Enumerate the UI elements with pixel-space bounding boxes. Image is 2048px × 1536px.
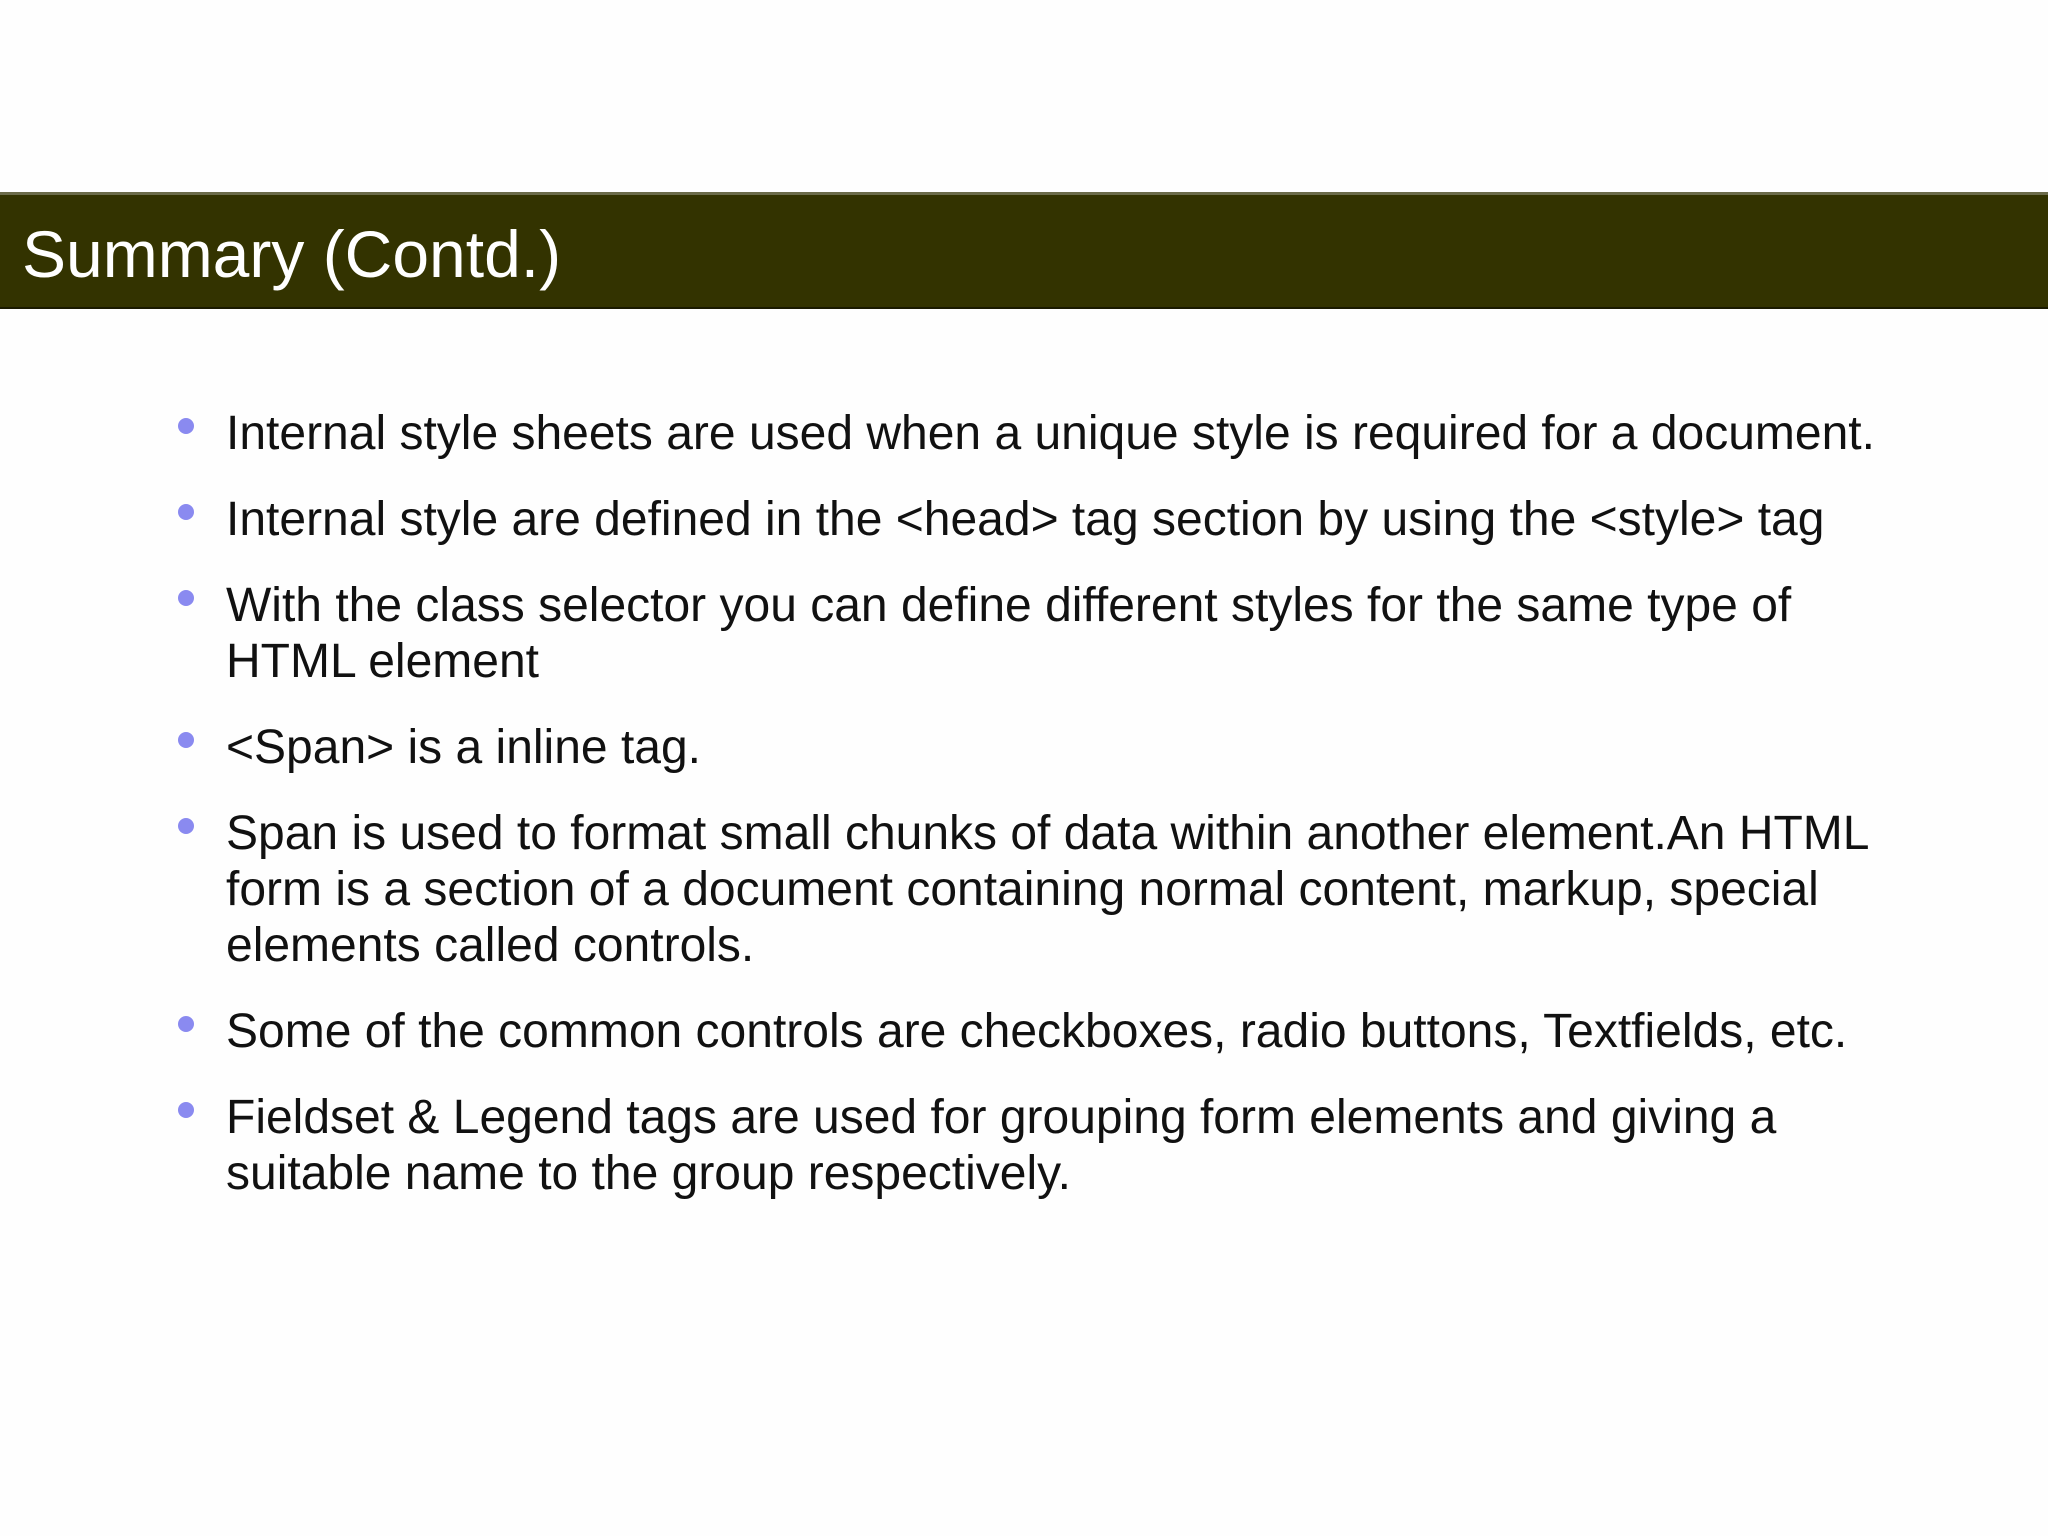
title-bar [0,192,2048,309]
bullet-dot-icon [178,590,194,606]
bullet-dot-icon [178,504,194,520]
bullet-text: Fieldset & Legend tags are used for grouping form elements and giving a suitable name to the group respectively. [226,1091,1777,1200]
bullet-dot-icon [178,1102,194,1118]
bullet-text: Internal style sheets are used when a unique style is required for a document. [226,407,1875,460]
bullet-dot-icon [178,818,194,834]
bullet-item [0,492,2048,548]
bullet-dot-icon [178,732,194,748]
bullet-dot-icon [178,1016,194,1032]
bullet-item [0,720,2048,776]
bullet-text: Span is used to format small chunks of data within another element.An HTML form is a section of a document containing normal content, markup, special elements called controls. [226,807,1868,972]
slide-title: Summary (Contd.) [22,217,562,291]
bullet-item [0,1090,2048,1202]
bullet-text: <Span> is a inline tag. [226,721,702,774]
bullet-text: Some of the common controls are checkboxes, radio buttons, Textfields, etc. [226,1005,1848,1058]
bullet-item [0,1004,2048,1060]
bullet-dot-icon [178,418,194,434]
bullet-item [0,578,2048,690]
bullet-item [0,406,2048,462]
bullet-item [0,806,2048,974]
bullet-text: Internal style are defined in the <head> tag section by using the <style> tag [226,493,1825,546]
bullet-text: With the class selector you can define different styles for the same type of HTML element [226,579,1792,688]
bullet-list [0,406,2048,1232]
